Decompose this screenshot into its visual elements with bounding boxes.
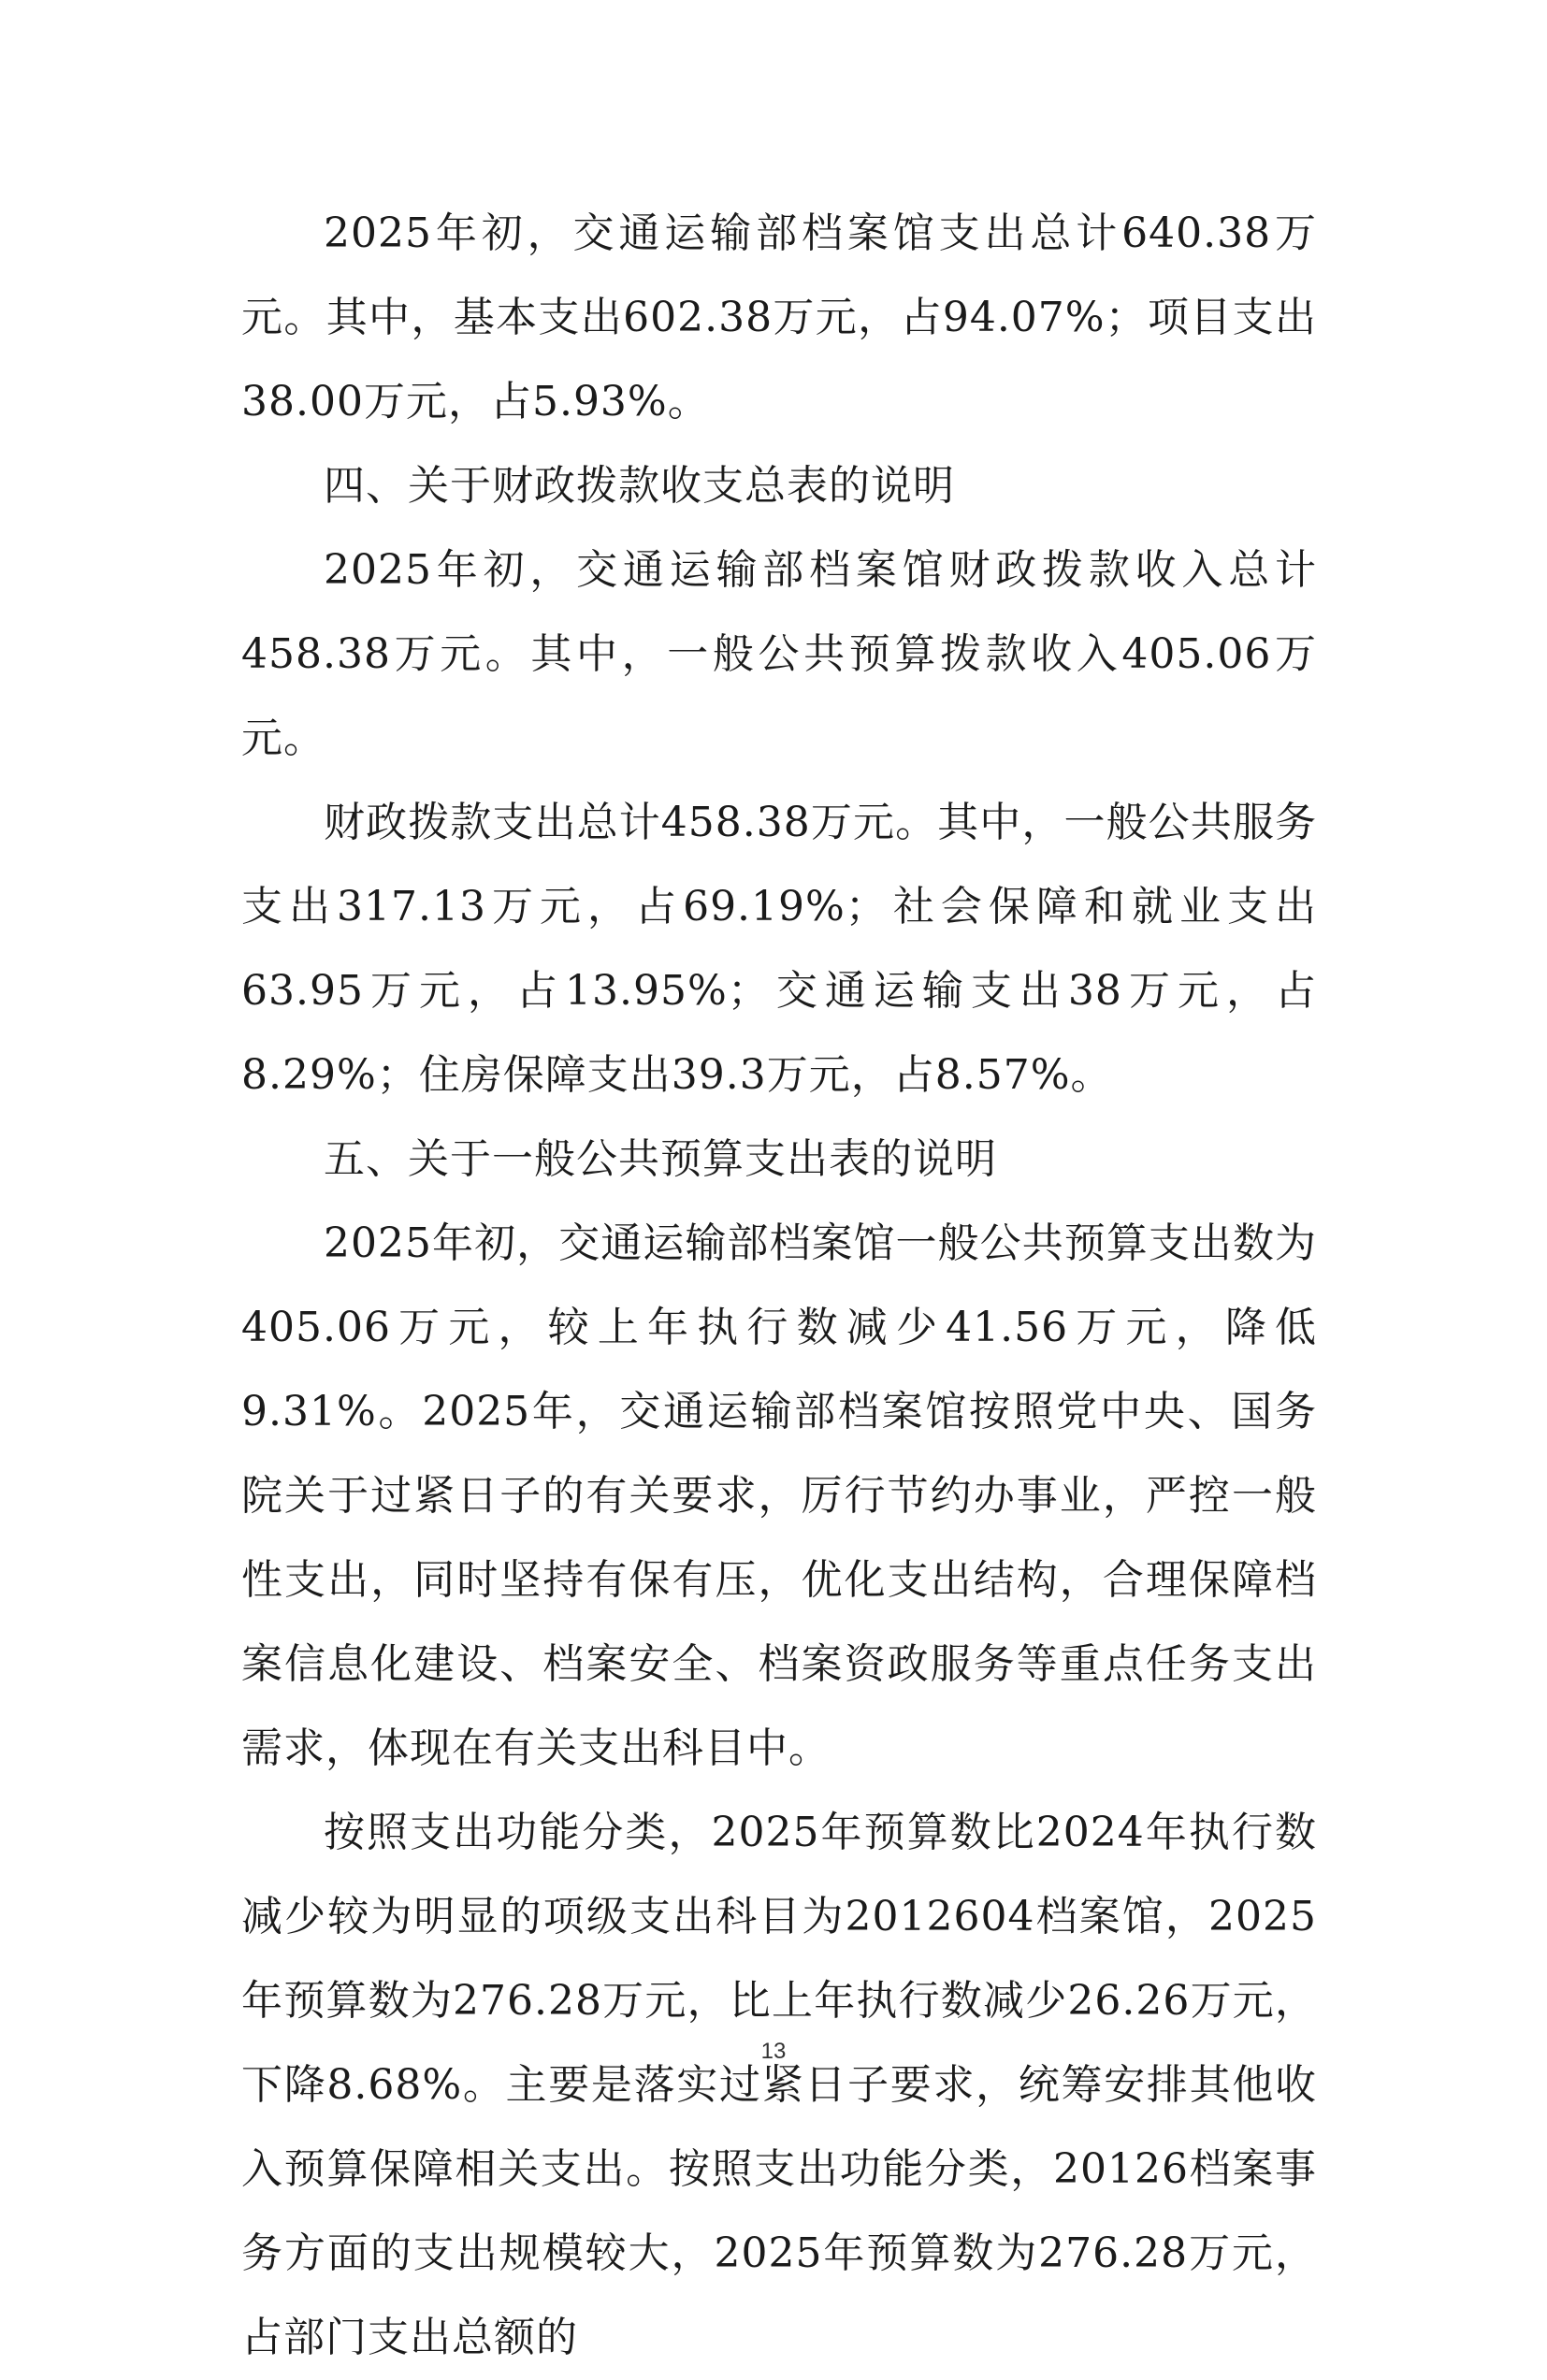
section-heading-5: 五、关于一般公共预算支出表的说明 <box>324 1135 997 1183</box>
page-number: 13 <box>760 2039 787 2064</box>
paragraph-general-budget: 2025年初，交通运输部档案馆一般公共预算支出数为405.06万元，较上年执行数减少41.56万元，降低9.31%。2025年，交通运输部档案馆按照党中央、国务院关于过紧日子的有关要求，厉行节约办事业，严控一般性支出，同时坚持有保有压，优化支出结构，合理保障档案信息化建设、档案安全、档案资政服务等重点任务支出需求，体现在有关支出科目中。 <box>241 1219 1317 1772</box>
paragraph-functional-classification: 按照支出功能分类，2025年预算数比2024年执行数减少较为明显的项级支出科目为2012604档案馆，2025年预算数为276.28万元，比上年执行数减少26.26万元，下降8.68%。主要是落实过紧日子要求，统筹安排其他收入预算保障相关支出。按照支出功能分类，20126档案事务方面的支出规模较大，2025年预算数为276.28万元，占部门支出总额的 <box>241 1809 1317 2361</box>
section-heading-4: 四、关于财政拨款收支总表的说明 <box>324 462 955 510</box>
paragraph-expenditure-total: 2025年初，交通运输部档案馆支出总计640.38万元。其中，基本支出602.38万元，占94.07%；项目支出38.00万元，占5.93%。 <box>241 209 1317 426</box>
paragraph-fiscal-income: 2025年初，交通运输部档案馆财政拨款收入总计458.38万元。其中，一般公共预算拨款收入405.06万元。 <box>241 546 1317 762</box>
paragraph-fiscal-expenditure: 财政拨款支出总计458.38万元。其中，一般公共服务支出317.13万元，占69.19%；社会保障和就业支出63.95万元，占13.95%；交通运输支出38万元，占8.29%；住房保障支出39.3万元，占8.57%。 <box>241 799 1317 1099</box>
